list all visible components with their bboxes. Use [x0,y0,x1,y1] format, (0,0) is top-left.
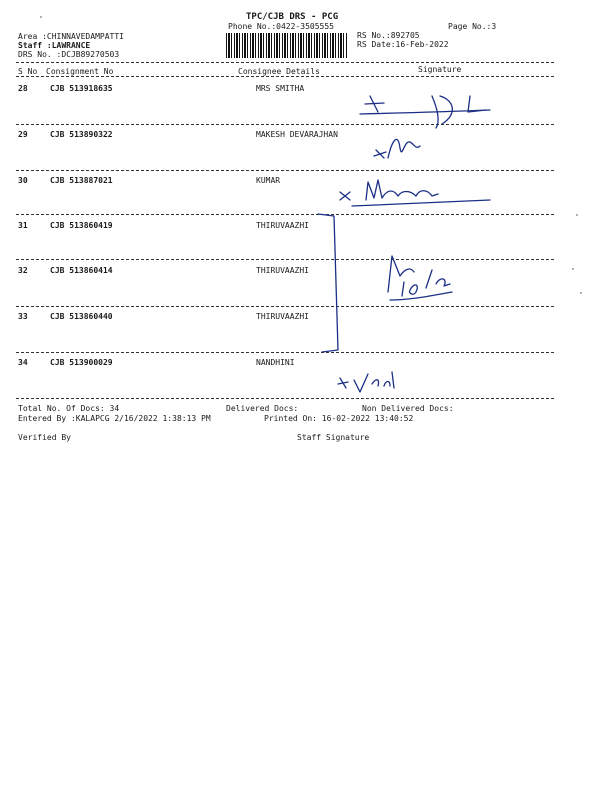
row-divider [16,306,554,307]
verified-by: Verified By [18,433,71,442]
drs-number: DRS No. :DCJB89270503 [18,50,120,59]
row-s-no: 34 [18,358,28,367]
row-consignment: CJB 513900029 [50,358,113,367]
row-s-no: 30 [18,176,28,185]
signature-mark-icon [354,372,394,392]
barcode [226,33,348,58]
row-s-no: 32 [18,266,28,275]
col-signature: Signature [418,65,462,74]
rs-number: RS No.:892705 [357,31,420,40]
row-consignment: CJB 513890322 [50,130,113,139]
entered-by: Entered By :KALAPCG 2/16/2022 1:38:13 PM [18,414,211,423]
scan-speck [580,292,582,294]
row-divider [16,214,554,215]
doc-title: TPC/CJB DRS - PCG [246,12,339,22]
delivered-docs: Delivered Docs: [226,404,299,413]
cross-mark-icon [340,192,350,200]
signature-mark-icon [366,180,438,200]
footer-divider [16,398,554,399]
rs-date: RS Date:16-Feb-2022 [357,40,449,49]
row-divider [16,352,554,353]
col-consignee: Consignee Details [238,67,320,76]
row-s-no: 29 [18,130,28,139]
printed-on: Printed On: 16-02-2022 13:40:52 [264,414,414,423]
row-divider [16,259,554,260]
column-divider [16,76,554,77]
total-docs: Total No. Of Docs: 34 [18,404,120,413]
row-consignment: CJB 513860419 [50,221,113,230]
group-bracket-icon [318,214,338,352]
row-consignee: THIRUVAAZHI [256,221,309,230]
header-divider [16,62,554,63]
staff-label: Staff :LAWRANCE [18,41,91,50]
row-consignment: CJB 513860414 [50,266,113,275]
row-consignee: MRS SMITHA [256,84,305,93]
non-delivered-docs: Non Delivered Docs: [362,404,454,413]
row-divider [16,124,554,125]
row-s-no: 31 [18,221,28,230]
row-consignee: NANDHINI [256,358,295,367]
signature-mark-icon [388,139,420,158]
signature-mark-icon [388,256,414,292]
row-s-no: 28 [18,84,28,93]
staff-signature-label: Staff Signature [297,433,370,442]
cross-mark-icon [374,150,386,158]
signature-underline-icon [360,110,490,114]
col-s-no: S No [18,67,38,76]
col-consignment: Consignment No [46,67,114,76]
row-consignment: CJB 513887021 [50,176,113,185]
scan-speck [40,16,42,18]
signature-underline-icon [390,292,452,300]
row-consignee: MAKESH DEVARAJHAN [256,130,338,139]
row-consignee: THIRUVAAZHI [256,312,309,321]
scan-speck [572,268,574,270]
cross-mark-icon [365,96,384,112]
row-consignee: THIRUVAAZHI [256,266,309,275]
area-label: Area :CHINNAVEDAMPATTI [18,32,124,41]
page-number: Page No.:3 [448,22,497,31]
date-note-icon [402,270,450,296]
scan-speck [576,214,578,216]
row-consignee: KUMAR [256,176,281,185]
row-divider [16,170,554,171]
row-consignment: CJB 513918635 [50,84,113,93]
signature-mark-icon [468,96,486,112]
phone-number: Phone No.:0422-3505555 [228,22,334,31]
signature-underline-icon [352,200,490,206]
row-s-no: 33 [18,312,28,321]
cross-mark-icon [338,378,348,388]
row-consignment: CJB 513860440 [50,312,113,321]
